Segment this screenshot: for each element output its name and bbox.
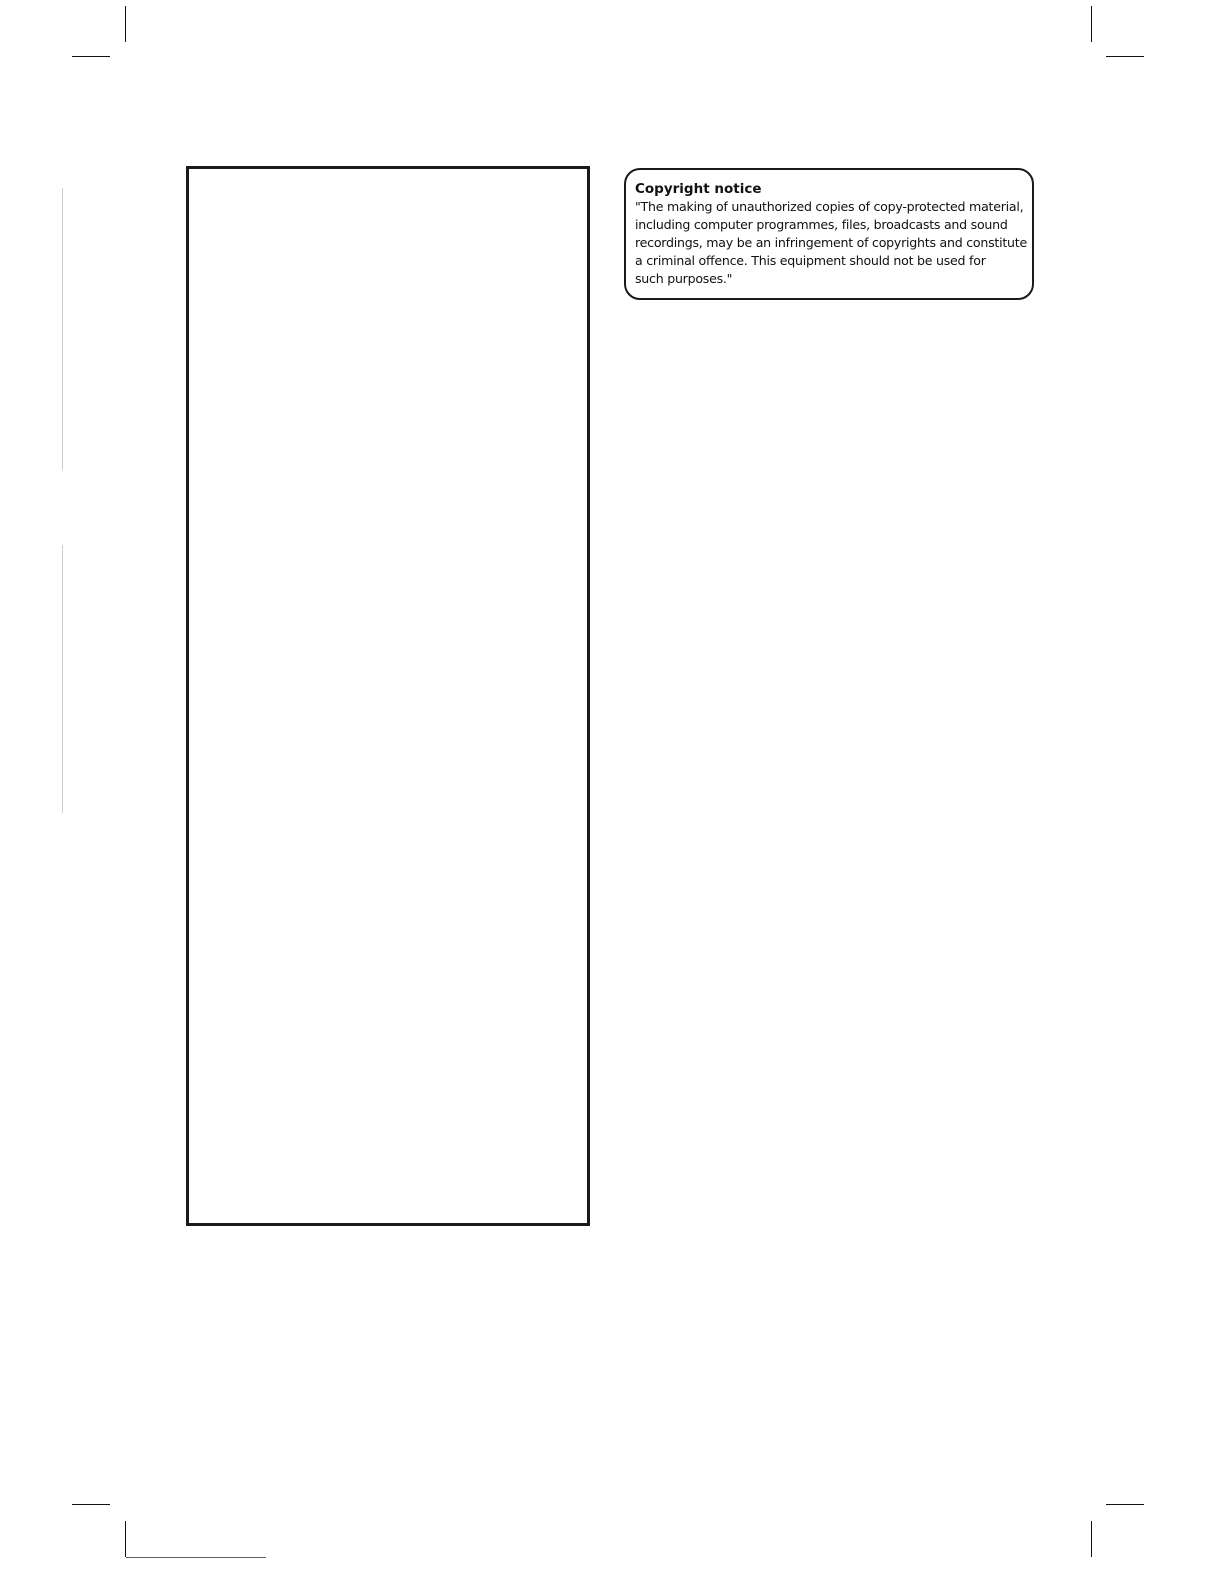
page-edge-line xyxy=(62,188,63,470)
page-edge-line xyxy=(62,545,63,813)
copyright-notice-box xyxy=(624,168,1034,300)
crop-mark-top-left-horizontal xyxy=(72,56,110,57)
crop-mark-top-left-vertical xyxy=(125,6,126,42)
notice-text-line: such purposes." xyxy=(635,271,733,286)
blank-framed-panel xyxy=(186,166,590,1226)
crop-mark-bottom-right-horizontal xyxy=(1106,1504,1144,1505)
notice-text-line: including computer programmes, files, broadcasts and sound xyxy=(635,217,1008,232)
crop-mark-bottom-right-vertical xyxy=(1091,1521,1092,1557)
crop-mark-top-right-horizontal xyxy=(1106,56,1144,57)
crop-mark-bottom-left-vertical xyxy=(125,1521,126,1557)
footer-underline xyxy=(126,1557,266,1558)
notice-title: Copyright notice xyxy=(635,181,762,197)
notice-text-line: "The making of unauthorized copies of copy-protected material, xyxy=(635,199,1024,214)
notice-text-line: a criminal offence. This equipment should not be used for xyxy=(635,253,986,268)
crop-mark-top-right-vertical xyxy=(1091,6,1092,42)
crop-mark-bottom-left-horizontal xyxy=(72,1504,110,1505)
notice-text-line: recordings, may be an infringement of copyrights and constitute xyxy=(635,235,1027,250)
